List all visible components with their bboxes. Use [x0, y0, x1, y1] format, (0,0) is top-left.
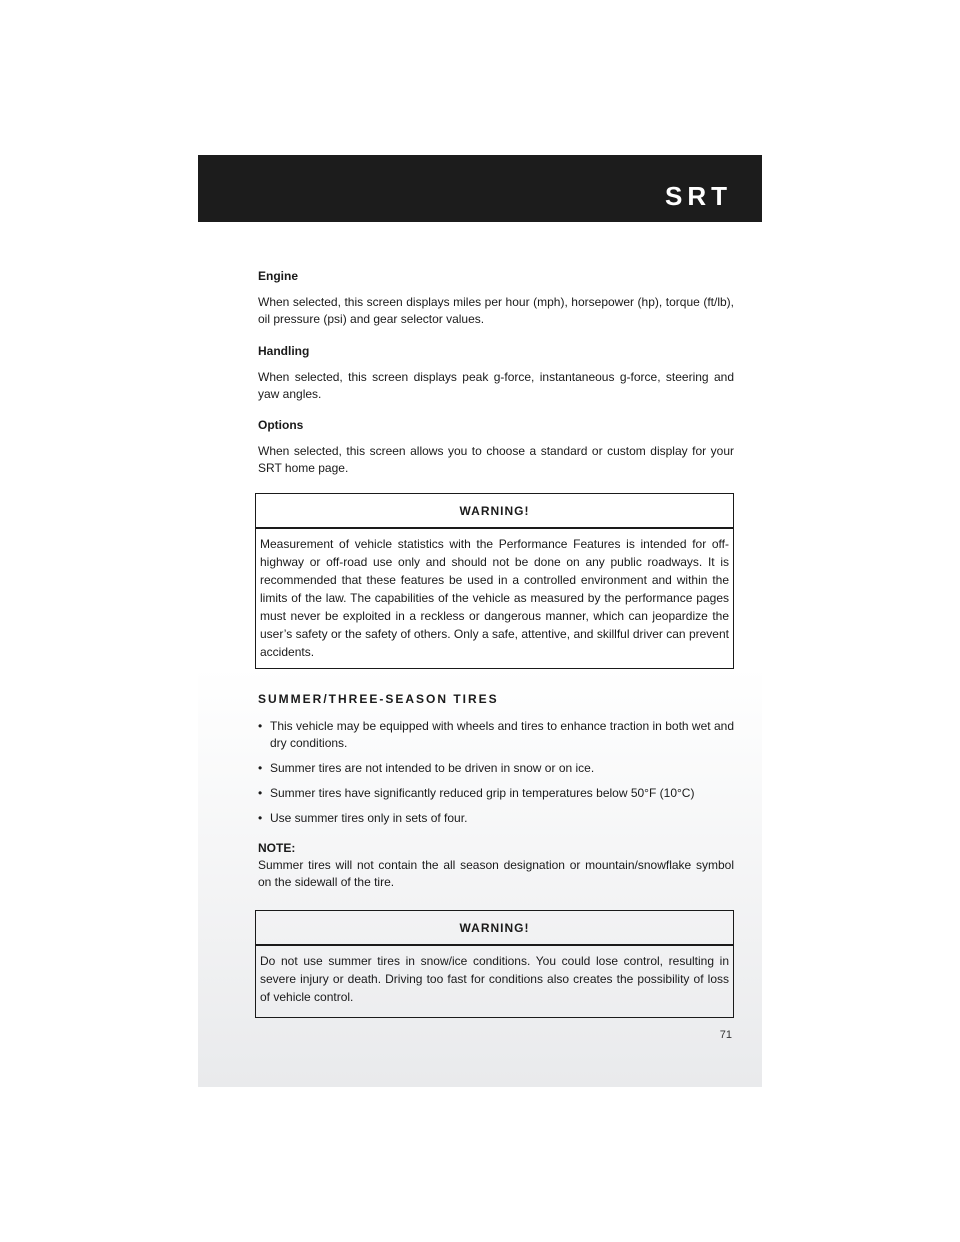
bullet-text: Summer tires are not intended to be driven in snow or on ice. — [270, 761, 595, 775]
handling-body: When selected, this screen displays peak g-force, instantaneous g-force, steering and yaw angles. — [258, 370, 734, 401]
warning-body: Do not use summer tires in snow/ice conditions. You could lose control, resulting in severe injury or death. Driving too fast for conditions also creates the possibility of loss of vehicle control. — [260, 954, 729, 1004]
handling-heading: Handling — [258, 344, 310, 358]
bullet-item — [258, 760, 734, 777]
note-body: Summer tires will not contain the all season designation or mountain/snowflake symbol on the sidewall of the tire. — [258, 858, 734, 889]
engine-body: When selected, this screen displays miles per hour (mph), horsepower (hp), torque (ft/lb), oil pressure (psi) and gear selector values. — [258, 295, 734, 326]
warning-body: Measurement of vehicle statistics with the Performance Features is intended for off-highway or off-road use only and should not be done on any public roadways. It is recommended that these features be used in a controlled environment and within the limits of the law. The capabilities of the vehicle as measured by the performance pages must never be exploited in a reckless or dangerous manner, which can jeopardize the user’s safety or the safety of others. Only a safe, attentive, and skillful driver can prevent accidents. — [260, 537, 729, 659]
warning-divider — [256, 527, 733, 535]
bullet-text: This vehicle may be equipped with wheels and tires to enhance traction in both wet and dry conditions. — [270, 719, 734, 750]
engine-heading: Engine — [258, 269, 299, 283]
bullet-icon: • — [258, 811, 263, 825]
bullet-text: Use summer tires only in sets of four. — [270, 811, 468, 825]
summer-tires-title: SUMMER/THREE-SEASON TIRES — [258, 692, 499, 706]
header-band — [198, 155, 762, 222]
warning-box-summer-tires — [255, 910, 734, 1018]
options-heading: Options — [258, 418, 304, 432]
note-label: NOTE: — [258, 841, 296, 855]
bullet-item — [258, 718, 734, 752]
bullet-item — [258, 785, 734, 802]
bullet-icon: • — [258, 761, 263, 775]
warning-title: WARNING! — [459, 504, 530, 518]
bullet-icon: • — [258, 719, 263, 733]
bullet-item — [258, 810, 734, 827]
section-header-title: SRT — [665, 181, 732, 211]
page-number: 71 — [719, 1029, 732, 1041]
warning-box-performance — [255, 493, 734, 669]
warning-title: WARNING! — [459, 921, 530, 935]
bullet-icon: • — [258, 786, 263, 800]
bullet-text: Summer tires have significantly reduced grip in temperatures below 50°F (10°C) — [270, 786, 695, 800]
page-content — [258, 268, 734, 1018]
options-body: When selected, this screen allows you to choose a standard or custom display for your SRT home page. — [258, 444, 734, 475]
manual-page — [198, 155, 762, 1087]
warning-divider — [256, 944, 733, 952]
